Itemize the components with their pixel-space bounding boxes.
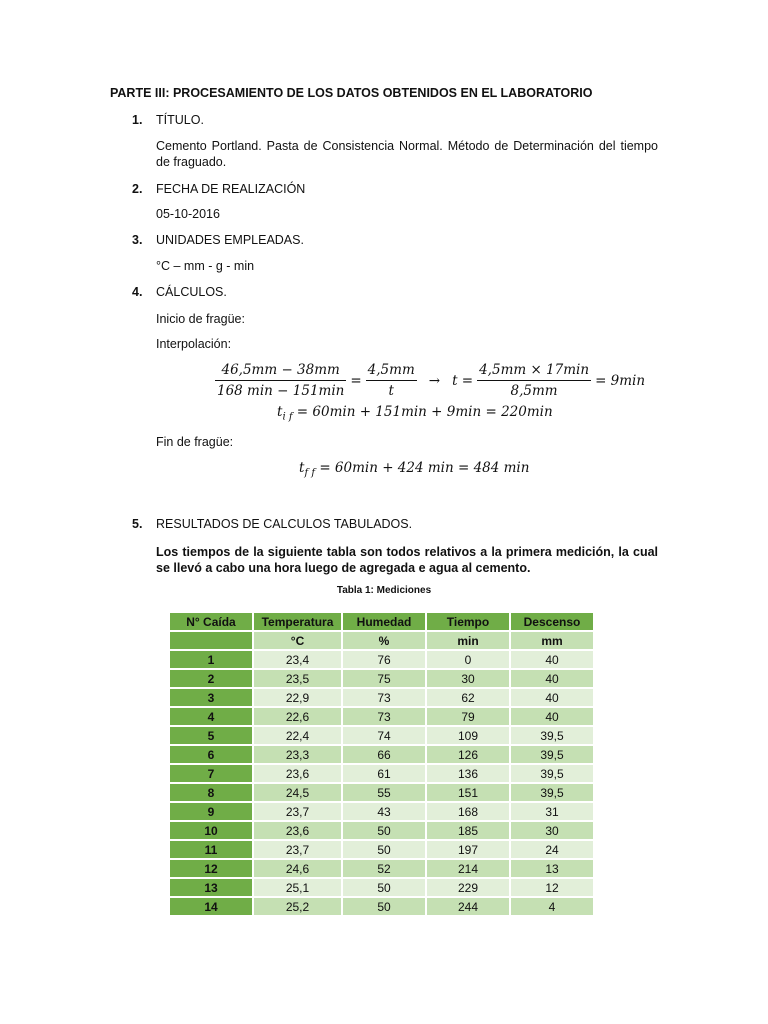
table-row <box>170 670 593 687</box>
table-cell: 5 <box>170 727 252 744</box>
section-label-resultados: RESULTADOS DE CALCULOS TABULADOS. <box>156 517 413 531</box>
table-cell: 214 <box>427 860 509 877</box>
tff-symbol: t <box>299 460 305 476</box>
unit-cell: mm <box>511 632 593 649</box>
table-cell: 39,5 <box>511 727 593 744</box>
tif-expression: = 60min + 151min + 9min = 220min <box>292 404 553 420</box>
table-cell: 40 <box>511 689 593 706</box>
table-row <box>170 841 593 858</box>
table-cell: 40 <box>511 708 593 725</box>
table-cell: 30 <box>427 670 509 687</box>
table-cell: 40 <box>511 651 593 668</box>
table-row <box>170 746 593 763</box>
tif-subscript: i f <box>282 411 293 423</box>
table-cell: 23,5 <box>254 670 341 687</box>
table-cell: 13 <box>170 879 252 896</box>
header-temperatura: Temperatura <box>254 613 341 630</box>
tif-symbol: t <box>277 404 283 420</box>
t-equals: t = <box>452 372 474 389</box>
table-cell: 50 <box>343 841 425 858</box>
header-humedad: Humedad <box>343 613 425 630</box>
fraction-3-numerator: 4,5mm × 17min <box>477 362 591 381</box>
table-row <box>170 765 593 782</box>
header-descenso: Descenso <box>511 613 593 630</box>
fin-fragüe-label: Fin de fragüe: <box>156 435 234 449</box>
table-cell: 40 <box>511 670 593 687</box>
table-cell: 24 <box>511 841 593 858</box>
fraction-1-numerator: 46,5mm − 38mm <box>215 362 346 381</box>
table-cell: 50 <box>343 898 425 915</box>
table-cell: 11 <box>170 841 252 858</box>
fraction-3 <box>477 362 591 399</box>
table-cell: 23,4 <box>254 651 341 668</box>
table-cell: 73 <box>343 708 425 725</box>
fraction-2-denominator: t <box>388 383 394 399</box>
unidades-value: °C – mm - g - min <box>156 259 255 273</box>
fraction-1 <box>215 362 346 399</box>
table-header-row <box>170 613 593 630</box>
table-cell: 136 <box>427 765 509 782</box>
table-cell: 31 <box>511 803 593 820</box>
table-cell: 10 <box>170 822 252 839</box>
table-row <box>170 822 593 839</box>
table-caption: Tabla 1: Mediciones <box>336 585 432 596</box>
table-cell: 24,6 <box>254 860 341 877</box>
fecha-value: 05-10-2016 <box>156 207 220 221</box>
table-cell: 23,7 <box>254 841 341 858</box>
table-cell: 197 <box>427 841 509 858</box>
table-cell: 229 <box>427 879 509 896</box>
table-cell: 185 <box>427 822 509 839</box>
table-cell: 12 <box>170 860 252 877</box>
table-cell: 22,4 <box>254 727 341 744</box>
table-cell: 1 <box>170 651 252 668</box>
table-cell: 25,1 <box>254 879 341 896</box>
table-row <box>170 879 593 896</box>
table-cell: 168 <box>427 803 509 820</box>
table-cell: 66 <box>343 746 425 763</box>
section-label-fecha: FECHA DE REALIZACIÓN <box>156 182 306 196</box>
table-row <box>170 689 593 706</box>
tff-equation <box>299 460 529 479</box>
unit-cell: °C <box>254 632 341 649</box>
table-cell: 39,5 <box>511 765 593 782</box>
table-cell: 52 <box>343 860 425 877</box>
table-cell: 13 <box>511 860 593 877</box>
header-tiempo: Tiempo <box>427 613 509 630</box>
table-row <box>170 898 593 915</box>
table-cell: 22,9 <box>254 689 341 706</box>
table-cell: 4 <box>170 708 252 725</box>
arrow-icon: → <box>428 372 441 389</box>
table-cell: 126 <box>427 746 509 763</box>
table-row <box>170 860 593 877</box>
section-number-2: 2. <box>132 182 143 196</box>
unit-cell: % <box>343 632 425 649</box>
unit-cell: min <box>427 632 509 649</box>
table-cell: 79 <box>427 708 509 725</box>
table-cell: 7 <box>170 765 252 782</box>
table-cell: 0 <box>427 651 509 668</box>
tff-expression: = 60min + 424 min = 484 min <box>315 460 530 476</box>
table-cell: 23,6 <box>254 822 341 839</box>
fraction-1-denominator: 168 min − 151min <box>217 383 345 399</box>
unit-cell <box>170 632 252 649</box>
table-cell: 151 <box>427 784 509 801</box>
interpolation-result: = 9min <box>595 372 646 389</box>
table-row <box>170 651 593 668</box>
table-cell: 50 <box>343 822 425 839</box>
table-cell: 23,7 <box>254 803 341 820</box>
section-label-unidades: UNIDADES EMPLEADAS. <box>156 233 304 247</box>
table-cell: 109 <box>427 727 509 744</box>
titulo-text: Cemento Portland. Pasta de Consistencia Normal. Método de Determinación del tiempo de fraguado. <box>156 139 658 169</box>
table-row <box>170 784 593 801</box>
inicio-fragüe-label: Inicio de fragüe: <box>156 312 245 326</box>
table-cell: 6 <box>170 746 252 763</box>
table-cell: 22,6 <box>254 708 341 725</box>
fraction-2 <box>366 362 417 399</box>
table-cell: 39,5 <box>511 746 593 763</box>
table-cell: 12 <box>511 879 593 896</box>
tif-equation <box>277 404 553 423</box>
tff-subscript: f f <box>304 467 316 479</box>
table-row <box>170 803 593 820</box>
units-row <box>170 632 593 649</box>
table-cell: 61 <box>343 765 425 782</box>
section-label-titulo: TÍTULO. <box>156 113 204 127</box>
table-cell: 74 <box>343 727 425 744</box>
section-label-calculos: CÁLCULOS. <box>156 285 227 299</box>
section-number-3: 3. <box>132 233 143 247</box>
table-cell: 73 <box>343 689 425 706</box>
resultados-text: Los tiempos de la siguiente tabla son todos relativos a la primera medición, la cual se llevó a cabo una hora luego de agregada e agua al cemento. <box>156 545 658 575</box>
table-cell: 23,6 <box>254 765 341 782</box>
table-cell: 23,3 <box>254 746 341 763</box>
section-number-1: 1. <box>132 113 143 127</box>
table-cell: 244 <box>427 898 509 915</box>
table-cell: 62 <box>427 689 509 706</box>
table-cell: 43 <box>343 803 425 820</box>
table-cell: 55 <box>343 784 425 801</box>
equals-sign: = <box>350 372 362 389</box>
table-body <box>170 632 593 915</box>
table-cell: 24,5 <box>254 784 341 801</box>
fraction-2-numerator: 4,5mm <box>366 362 417 381</box>
header-caida: N° Caída <box>170 613 252 630</box>
mediciones-table <box>168 611 595 917</box>
table-row <box>170 727 593 744</box>
section-number-4: 4. <box>132 285 143 299</box>
table-row <box>170 708 593 725</box>
table-cell: 75 <box>343 670 425 687</box>
interpolation-equation <box>215 362 645 399</box>
table-cell: 2 <box>170 670 252 687</box>
table-cell: 14 <box>170 898 252 915</box>
table-cell: 25,2 <box>254 898 341 915</box>
page-heading: PARTE III: PROCESAMIENTO DE LOS DATOS OBTENIDOS EN EL LABORATORIO <box>110 86 593 100</box>
table-cell: 76 <box>343 651 425 668</box>
table-cell: 3 <box>170 689 252 706</box>
table-cell: 4 <box>511 898 593 915</box>
table-cell: 30 <box>511 822 593 839</box>
table-cell: 8 <box>170 784 252 801</box>
fraction-3-denominator: 8,5mm <box>510 383 558 399</box>
table-cell: 50 <box>343 879 425 896</box>
table-cell: 39,5 <box>511 784 593 801</box>
table-cell: 9 <box>170 803 252 820</box>
interpolacion-label: Interpolación: <box>156 337 232 351</box>
section-number-5: 5. <box>132 517 143 531</box>
